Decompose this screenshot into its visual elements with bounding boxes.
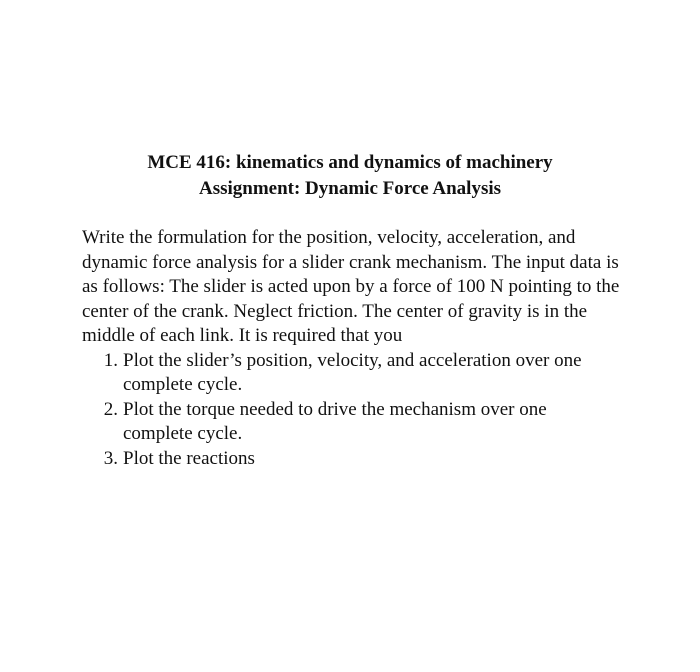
title-block bbox=[0, 150, 700, 202]
task-number: 2. bbox=[103, 398, 118, 420]
task-item-1 bbox=[82, 349, 627, 398]
intro-paragraph: Write the formulation for the position, velocity, acceleration, and dynamic force analysis for a slider crank mechanism. The input data is as follows: The slider is acted upon by a force of 100 N pointing to the center of the crank. Neglect friction. The center of gravity is in the middle of each link. It is required that you bbox=[82, 227, 620, 346]
task-number: 3. bbox=[103, 447, 118, 469]
task-text: Plot the reactions bbox=[123, 447, 255, 469]
task-item-3 bbox=[82, 447, 627, 472]
task-list bbox=[82, 349, 627, 472]
task-text: Plot the torque needed to drive the mechanism over one complete cycle. bbox=[123, 398, 547, 444]
task-number: 1. bbox=[103, 349, 118, 371]
task-item-2 bbox=[82, 398, 627, 447]
task-text: Plot the slider’s position, velocity, and acceleration over one complete cycle. bbox=[123, 349, 582, 395]
course-title: MCE 416: kinematics and dynamics of machinery bbox=[147, 152, 553, 173]
assignment-title: Assignment: Dynamic Force Analysis bbox=[198, 178, 502, 199]
assignment-body bbox=[82, 226, 627, 471]
